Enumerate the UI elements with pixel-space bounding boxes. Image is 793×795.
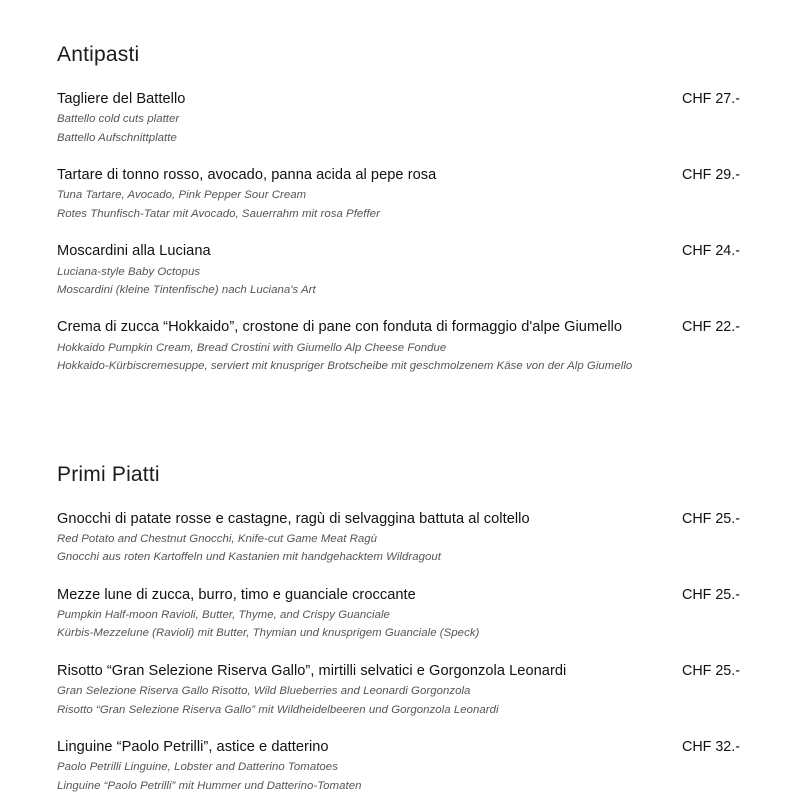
menu-item-price: CHF 25.-	[682, 510, 740, 527]
menu-item[interactable]	[57, 737, 742, 795]
menu-item-description-en: Paolo Petrilli Linguine, Lobster and Datterino Tomatoes	[57, 761, 338, 774]
menu-item[interactable]	[57, 165, 742, 223]
menu-item-description-de: Risotto “Gran Selezione Riserva Gallo” mit Wildheidelbeeren und Gorgonzola Leonardi	[57, 703, 499, 716]
menu-item-name: Crema di zucca “Hokkaido”, crostone di pane con fonduta di formaggio d'alpe Giumello	[57, 319, 623, 336]
menu-item-description-en: Battello cold cuts platter	[57, 113, 180, 126]
menu-item-price: CHF 22.-	[682, 319, 740, 336]
menu-item-price: CHF 32.-	[682, 739, 740, 756]
menu-item[interactable]	[57, 241, 742, 299]
menu-item-name: Tartare di tonno rosso, avocado, panna acida al pepe rosa	[57, 167, 437, 184]
menu-item-headline	[57, 317, 742, 338]
menu-section-antipasti	[57, 42, 742, 376]
section-items	[57, 509, 742, 795]
menu-item[interactable]	[57, 509, 742, 567]
menu-section-primi-piatti	[57, 462, 742, 795]
menu-item-description-en: Pumpkin Half-moon Ravioli, Butter, Thyme, and Crispy Guanciale	[57, 609, 390, 621]
menu-item-description-en: Gran Selezione Riserva Gallo Risotto, Wild Blueberries and Leonardi Gorgonzola	[57, 685, 471, 698]
menu-item-name: Gnocchi di patate rosse e castagne, ragù di selvaggina battuta al coltello	[57, 510, 530, 527]
menu-item-description-en: Luciana-style Baby Octopus	[57, 265, 201, 278]
menu-item-headline	[57, 585, 742, 606]
section-heading: Primi Piatti	[57, 462, 160, 486]
menu-item-description-en: Red Potato and Chestnut Gnocchi, Knife-cut Game Meat Ragù	[57, 532, 378, 545]
menu-item-name: Linguine “Paolo Petrilli”, astice e datterino	[57, 739, 329, 756]
menu-item-description-de: Linguine “Paolo Petrilli” mit Hummer und Datterino-Tomaten	[57, 779, 362, 792]
menu-item-description-de: Moscardini (kleine Tintenfische) nach Luciana's Art	[57, 284, 316, 296]
menu-item-name: Mezze lune di zucca, burro, timo e guanciale croccante	[57, 586, 416, 603]
menu-item-description-de: Kürbis-Mezzelune (Ravioli) mit Butter, Thymian und knusprigem Guanciale (Speck)	[57, 627, 480, 640]
menu-item-headline	[57, 661, 742, 682]
menu-item[interactable]	[57, 89, 742, 147]
menu-item[interactable]	[57, 661, 742, 719]
menu-item[interactable]	[57, 317, 742, 375]
menu-item-price: CHF 25.-	[682, 586, 740, 603]
menu-item-description-en: Hokkaido Pumpkin Cream, Bread Crostini with Giumello Alp Cheese Fondue	[57, 341, 447, 354]
menu-item-price: CHF 24.-	[682, 243, 740, 260]
menu-sections	[57, 42, 742, 795]
menu-item-description-de: Gnocchi aus roten Kartoffeln und Kastanien mit handgehacktem Wildragout	[57, 551, 441, 564]
menu-item-name: Risotto “Gran Selezione Riserva Gallo”, mirtilli selvatici e Gorgonzola Leonardi	[57, 662, 567, 679]
menu-item-description-en: Tuna Tartare, Avocado, Pink Pepper Sour Cream	[57, 189, 307, 202]
menu-item-description-de: Rotes Thunfisch-Tatar mit Avocado, Sauerrahm mit rosa Pfeffer	[57, 207, 380, 220]
menu-item[interactable]	[57, 585, 742, 643]
section-heading: Antipasti	[57, 43, 140, 66]
menu-item-name: Tagliere del Battello	[57, 91, 186, 108]
menu-item-headline	[57, 165, 742, 186]
menu-item-headline	[57, 509, 742, 530]
menu-item-price: CHF 25.-	[682, 662, 740, 679]
menu-item-name: Moscardini alla Luciana	[57, 243, 211, 260]
menu-item-headline	[57, 89, 742, 110]
section-items	[57, 89, 742, 375]
menu-item-description-de: Battello Aufschnittplatte	[57, 131, 177, 144]
menu-item-headline	[57, 241, 742, 262]
menu-item-price: CHF 29.-	[682, 167, 740, 184]
menu-item-price: CHF 27.-	[682, 91, 740, 108]
menu-item-headline	[57, 737, 742, 758]
menu-item-description-de: Hokkaido-Kürbiscremesuppe, serviert mit knuspriger Brotscheibe mit geschmolzenem Käse von der Alp Giumello	[57, 360, 633, 373]
